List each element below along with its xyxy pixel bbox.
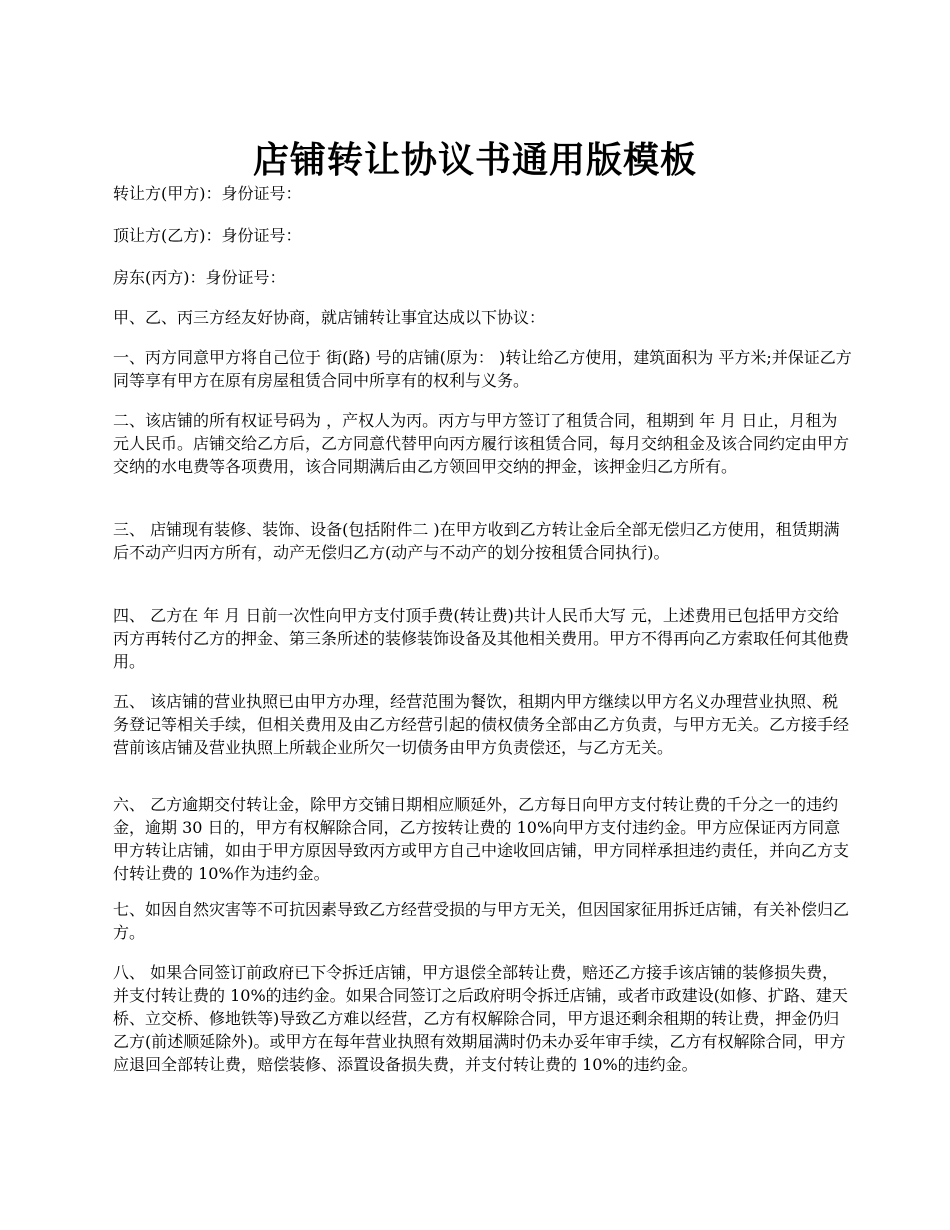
clause-5-paragraph: 五、 该店铺的营业执照已由甲方办理，经营范围为餐饮，租期内甲方继续以甲方名义办理营业执照、税务登记等相关手续，但相关费用及由乙方经营引起的债权债务全部由乙方负责，与甲方无关。乙方接手经营前该店铺及营业执照上所载企业所欠一切债务由甲方负责偿还，与乙方无关。 [113,692,850,757]
party-b-line: 顶让方(乙方)：身份证号： [113,226,302,245]
clause-3-paragraph: 三、 店铺现有装修、装饰、设备(包括附件二 )在甲方收到乙方转让金后全部无偿归乙方使用，租赁期满后不动产归丙方所有，动产无偿归乙方(动产与不动产的划分按租赁合同执行)。 [113,520,840,562]
clause-1-paragraph: 一、丙方同意甲方将自己位于 街(路) 号的店铺(原为： )转让给乙方使用，建筑面积为 平方米;并保证乙方同等享有甲方在原有房屋租赁合同中所享有的权利与义务。 [113,348,852,390]
clause-6-paragraph: 六、 乙方逾期交付转让金，除甲方交铺日期相应顺延外，乙方每日向甲方支付转让费的千分之一的违约金，逾期 30 日的，甲方有权解除合同，乙方按转让费的 10%向甲方支付违约金。甲方应保证丙方同意甲方转让店铺，如由于甲方原因导致丙方或甲方自己中途收回店铺，甲方同样承担违约责任，并向乙方支付转让费的 10%作为违约金。 [113,795,850,883]
party-c-line: 房东(丙方)：身份证号： [113,268,286,287]
party-a-line: 转让方(甲方)：身份证号： [113,184,302,203]
clause-4-paragraph: 四、 乙方在 年 月 日前一次性向甲方支付顶手费(转让费)共计人民币大写 元，上述费用已包括甲方交给丙方再转付乙方的押金、第三条所述的装修装饰设备及其他相关费用。甲方不得再向乙方索取任何其他费用。 [113,606,850,671]
document-title: 店铺转让协议书通用版模板 [252,139,697,182]
clause-8-paragraph: 八、 如果合同签订前政府已下令拆迁店铺，甲方退偿全部转让费，赔还乙方接手该店铺的装修损失费，并支付转让费的 10%的违约金。如果合同签订之后政府明令拆迁店铺，或者市政建设(如修、扩路、建天桥、立交桥、修地铁等)导致乙方难以经营，乙方有权解除合同，甲方退还剩余租期的转让费，押金仍归乙方(前述顺延除外)。或甲方在每年营业执照有效期届满时仍未办妥年审手续，乙方有权解除合同，甲方应退回全部转让费，赔偿装修、添置设备损失费，并支付转让费的 10%的违约金。 [113,963,848,1074]
preamble-paragraph: 甲、乙、丙三方经友好协商，就店铺转让事宜达成以下协议： [113,308,546,327]
clause-7-paragraph: 七、如因自然灾害等不可抗因素导致乙方经营受损的与甲方无关，但因国家征用拆迁店铺，有关补偿归乙方。 [113,900,850,942]
clause-2-paragraph: 二、该店铺的所有权证号码为 ，产权人为丙。丙方与甲方签订了租赁合同，租期到 年 月 日止，月租为 元人民币。店铺交给乙方后，乙方同意代替甲向丙方履行该租赁合同，每月交纳租金及该合同约定由甲方交纳的水电费等各项费用，该合同期满后由乙方领回甲交纳的押金，该押金归乙方所有。 [113,411,850,476]
